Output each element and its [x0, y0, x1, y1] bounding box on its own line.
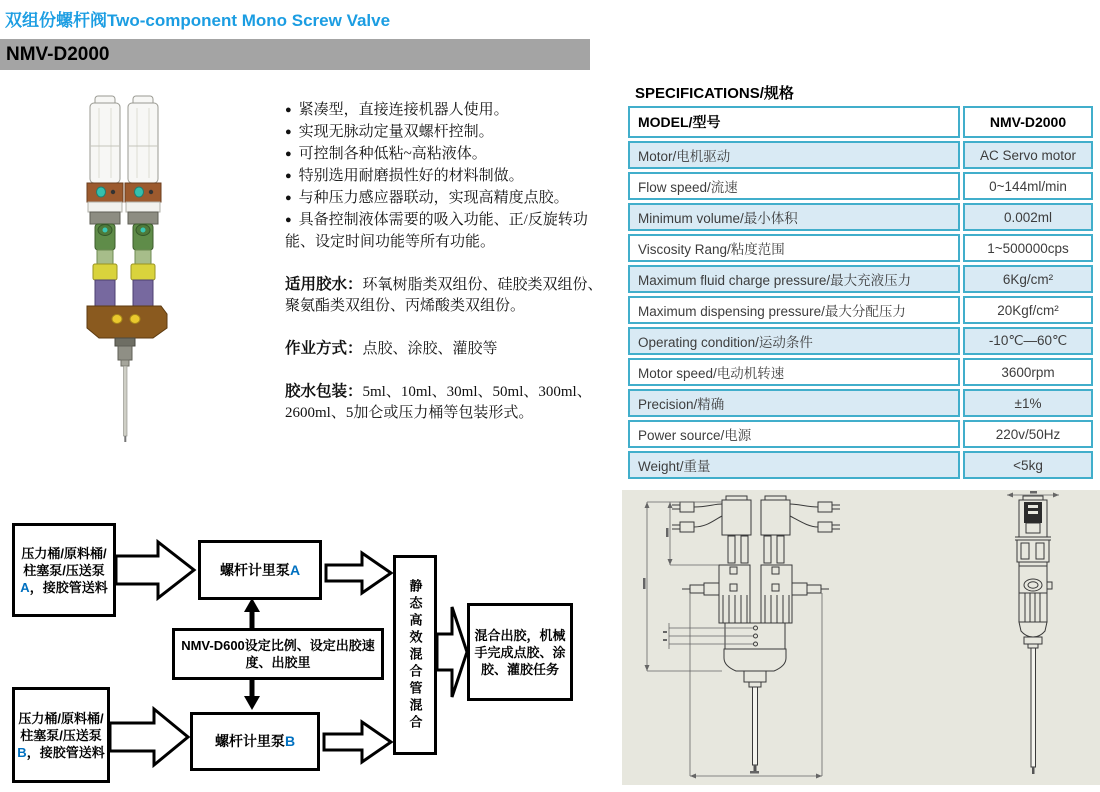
flow-diagram — [0, 488, 610, 792]
block-arrow-icon — [116, 542, 194, 598]
feature-bullet — [285, 122, 613, 144]
diagram-box-mixer: 静态高效混合管混合 — [393, 555, 437, 755]
feature-text: 具备控制液体需要的吸入功能、正/反旋转功能、设定时间功能等所有功能。 — [285, 212, 588, 250]
manifold-block — [87, 306, 167, 366]
up-arrow-icon — [250, 610, 255, 628]
spec-label-cell: Minimum volume/最小体积 — [628, 203, 960, 231]
valve-assembly-right — [125, 96, 161, 308]
diagram-box-pump-b: 螺杆计里泵B — [190, 712, 320, 771]
bullet-icon: ● — [285, 126, 292, 138]
spec-row — [628, 234, 1093, 262]
spec-label-cell: Weight/重量 — [628, 451, 960, 479]
model-banner: NMV-D2000 — [0, 39, 590, 70]
info-section — [285, 381, 613, 424]
spec-value-cell: 20Kgf/cm² — [963, 296, 1093, 324]
feature-text: 紧凑型，直接连接机器人使用。 — [298, 102, 509, 118]
feature-section — [285, 100, 613, 424]
technical-drawing — [622, 490, 1100, 785]
spec-value-cell: 1~500000cps — [963, 234, 1093, 262]
spec-value-cell: <5kg — [963, 451, 1093, 479]
spec-label-cell: Power source/电源 — [628, 420, 960, 448]
spec-row — [628, 265, 1093, 293]
spec-row — [628, 389, 1093, 417]
valve-assembly-left — [87, 96, 123, 308]
block-arrow-icon — [110, 709, 188, 765]
bullet-icon: ● — [285, 104, 292, 116]
section-text: 5ml、10ml、30ml、50ml、300ml、2600ml、5加仑或压力桶等包装形式。 — [285, 384, 592, 421]
spec-value-cell: ±1% — [963, 389, 1093, 417]
spec-row — [628, 203, 1093, 231]
up-arrow-icon — [244, 598, 260, 612]
side-view — [1015, 496, 1052, 767]
spec-value-cell: AC Servo motor — [963, 141, 1093, 169]
spec-row — [628, 296, 1093, 324]
technical-drawing-panel — [622, 490, 1100, 785]
diagram-box-output: 混合出胶，机械手完成点胶、涂胶、灌胶任务 — [467, 603, 573, 701]
spec-label-cell: Viscosity Rang/粘度范围 — [628, 234, 960, 262]
spec-value-cell: 0.002ml — [963, 203, 1093, 231]
spec-value-cell: 0~144ml/min — [963, 172, 1093, 200]
spec-value-cell: 220v/50Hz — [963, 420, 1093, 448]
feature-text: 特别选用耐磨损性好的材料制做。 — [298, 168, 524, 184]
spec-label-cell: Motor/电机驱动 — [628, 141, 960, 169]
spec-row — [628, 420, 1093, 448]
spec-label-cell: Precision/精确 — [628, 389, 960, 417]
specifications-heading: SPECIFICATIONS/规格 — [635, 85, 794, 102]
spec-label-cell: MODEL/型号 — [628, 106, 960, 138]
feature-bullet — [285, 188, 613, 210]
feature-bullet — [285, 144, 613, 166]
spec-value-cell: 3600rpm — [963, 358, 1093, 386]
spec-row — [628, 106, 1093, 138]
feature-bullet — [285, 210, 613, 253]
spec-value-cell: NMV-D2000 — [963, 106, 1093, 138]
bullet-icon: ● — [285, 192, 292, 204]
spec-value-cell: -10℃—60℃ — [963, 327, 1093, 355]
product-illustration — [55, 88, 280, 463]
dispensing-needle — [124, 366, 128, 442]
diagram-box-pump-a: 螺杆计里泵A — [198, 540, 322, 600]
feature-text: 实现无脉动定量双螺杆控制。 — [298, 124, 494, 140]
section-label: 作业方式： — [285, 340, 363, 357]
info-sections — [285, 274, 613, 424]
diagram-box-source-a: 压力桶/原料桶/柱塞泵/压送泵A，接胶管送料 — [12, 523, 116, 617]
section-label: 适用胶水： — [285, 276, 363, 293]
block-arrow-icon — [326, 553, 391, 593]
spec-value-cell: 6Kg/cm² — [963, 265, 1093, 293]
diagram-box-controller: NMV-D600设定比例、设定出胶速度、出胶里 — [172, 628, 384, 680]
section-text: 环氧树脂类双组份、硅胶类双组份、聚氨酯类双组份、丙烯酸类双组份。 — [285, 277, 603, 314]
spec-row — [628, 358, 1093, 386]
bullet-icon: ● — [285, 148, 292, 160]
front-view — [672, 496, 840, 765]
section-text: 点胶、涂胶、灌胶等 — [362, 341, 498, 357]
feature-bullet — [285, 166, 613, 188]
feature-text: 可控制各种低粘~高粘液体。 — [298, 146, 487, 162]
block-arrow-icon — [437, 607, 467, 697]
feature-bullet — [285, 100, 613, 122]
section-label: 胶水包装： — [285, 383, 363, 400]
bullet-icon: ● — [285, 170, 292, 182]
feature-text: 与种压力感应器联动，实现高精度点胶。 — [298, 190, 569, 206]
specifications-table — [628, 106, 1093, 479]
spec-label-cell: Maximum fluid charge pressure/最大充液压力 — [628, 265, 960, 293]
spec-label-cell: Motor speed/电动机转速 — [628, 358, 960, 386]
diagram-box-source-b: 压力桶/原料桶/柱塞泵/压送泵B，接胶管送料 — [12, 687, 110, 783]
spec-label-cell: Maximum dispensing pressure/最大分配压力 — [628, 296, 960, 324]
info-section — [285, 274, 613, 317]
spec-label-cell: Flow speed/流速 — [628, 172, 960, 200]
bullet-icon: ● — [285, 214, 292, 226]
down-arrow-icon — [244, 696, 260, 710]
feature-list — [285, 100, 613, 253]
spec-row — [628, 451, 1093, 479]
spec-label-cell: Operating condition/运动条件 — [628, 327, 960, 355]
info-section — [285, 338, 613, 360]
spec-row — [628, 327, 1093, 355]
down-arrow-icon — [250, 680, 255, 698]
block-arrow-icon — [324, 722, 391, 762]
page-title: 双组份螺杆阀Two-component Mono Screw Valve — [5, 11, 391, 30]
spec-row — [628, 172, 1093, 200]
spec-row — [628, 141, 1093, 169]
